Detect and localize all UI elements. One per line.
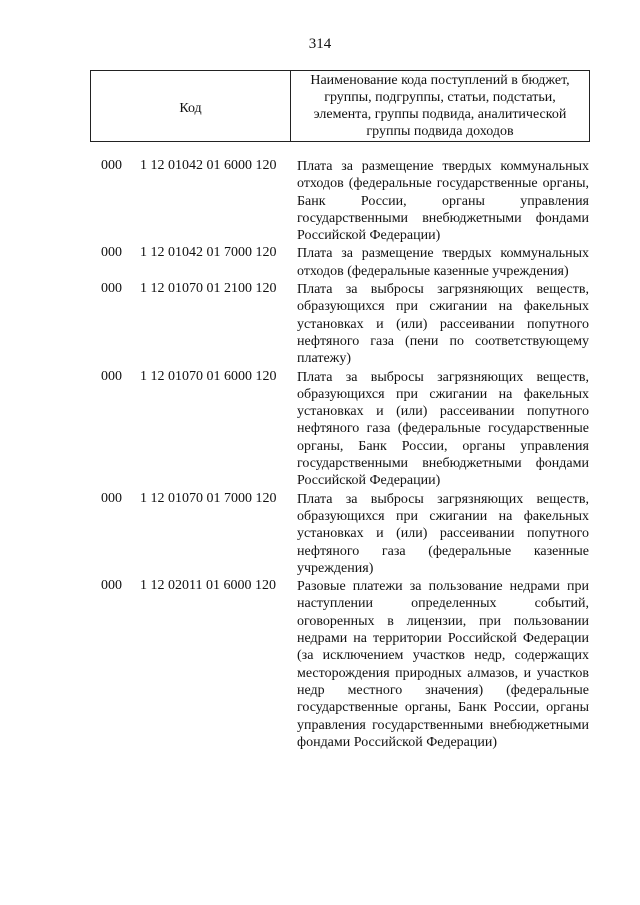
revenue-code: 1 12 02011 01 6000 120: [140, 578, 276, 594]
admin-code: 000: [101, 368, 122, 384]
table-row: [0, 369, 640, 490]
revenue-name: Разовые платежи за пользование недрами при наступлении определенных событий, оговоренных в лицензии, при пользовании недрами на территории Российской Федерации (за исключением участков недр, содержащих месторождения природных алмазов, и участков недр местного значения) (федеральные государственные органы, Банк России, органы управления государственными внебюджетными фондами Российской Федерации): [297, 579, 589, 750]
revenue-code: 1 12 01070 01 2100 120: [140, 281, 277, 297]
header-code-cell: Код: [91, 71, 291, 141]
table-row: [0, 281, 640, 367]
admin-code: 000: [101, 490, 122, 506]
revenue-code: 1 12 01070 01 6000 120: [140, 368, 277, 384]
table-header: [90, 70, 590, 142]
header-name-cell: Наименование кода поступлений в бюджет, группы, подгруппы, статьи, подстатьи, элемента, группы подвида, аналитической группы подвида доходов: [310, 73, 570, 139]
revenue-code: 1 12 01042 01 7000 120: [140, 245, 277, 261]
revenue-name: Плата за размещение твердых коммунальных отходов (федеральные государственные органы, Банк России, органы управления государственными внебюджетными фондами Российской Федерации): [297, 159, 589, 244]
admin-code: 000: [101, 158, 122, 173]
revenue-name: Плата за выбросы загрязняющих веществ, образующихся при сжигании на факельных установках и (или) рассеивании попутного нефтяного газа (пени по соответствующему платежу): [297, 282, 589, 367]
table-row: [0, 578, 640, 751]
revenue-code: 1 12 01042 01 6000 120: [140, 158, 277, 173]
admin-code: 000: [101, 281, 122, 297]
entries-list: [0, 158, 640, 751]
admin-code: 000: [101, 578, 122, 594]
revenue-name: Плата за выбросы загрязняющих веществ, образующихся при сжигании на факельных установках и (или) рассеивании попутного нефтяного газа (федеральные казенные учреждения): [297, 491, 589, 576]
revenue-name: Плата за выбросы загрязняющих веществ, образующихся при сжигании на факельных установках и (или) рассеивании попутного нефтяного газа (федеральные государственные органы, Банк России, органы управления государственными внебюджетными фондами Российской Федерации): [297, 369, 589, 489]
table-row: [0, 245, 640, 280]
table-row: [0, 158, 640, 244]
revenue-name: Плата за размещение твердых коммунальных отходов (федеральные казенные учреждения): [297, 246, 589, 279]
revenue-code: 1 12 01070 01 7000 120: [140, 490, 277, 506]
table-row: [0, 491, 640, 577]
admin-code: 000: [101, 245, 122, 261]
page-number: 314: [308, 36, 332, 52]
